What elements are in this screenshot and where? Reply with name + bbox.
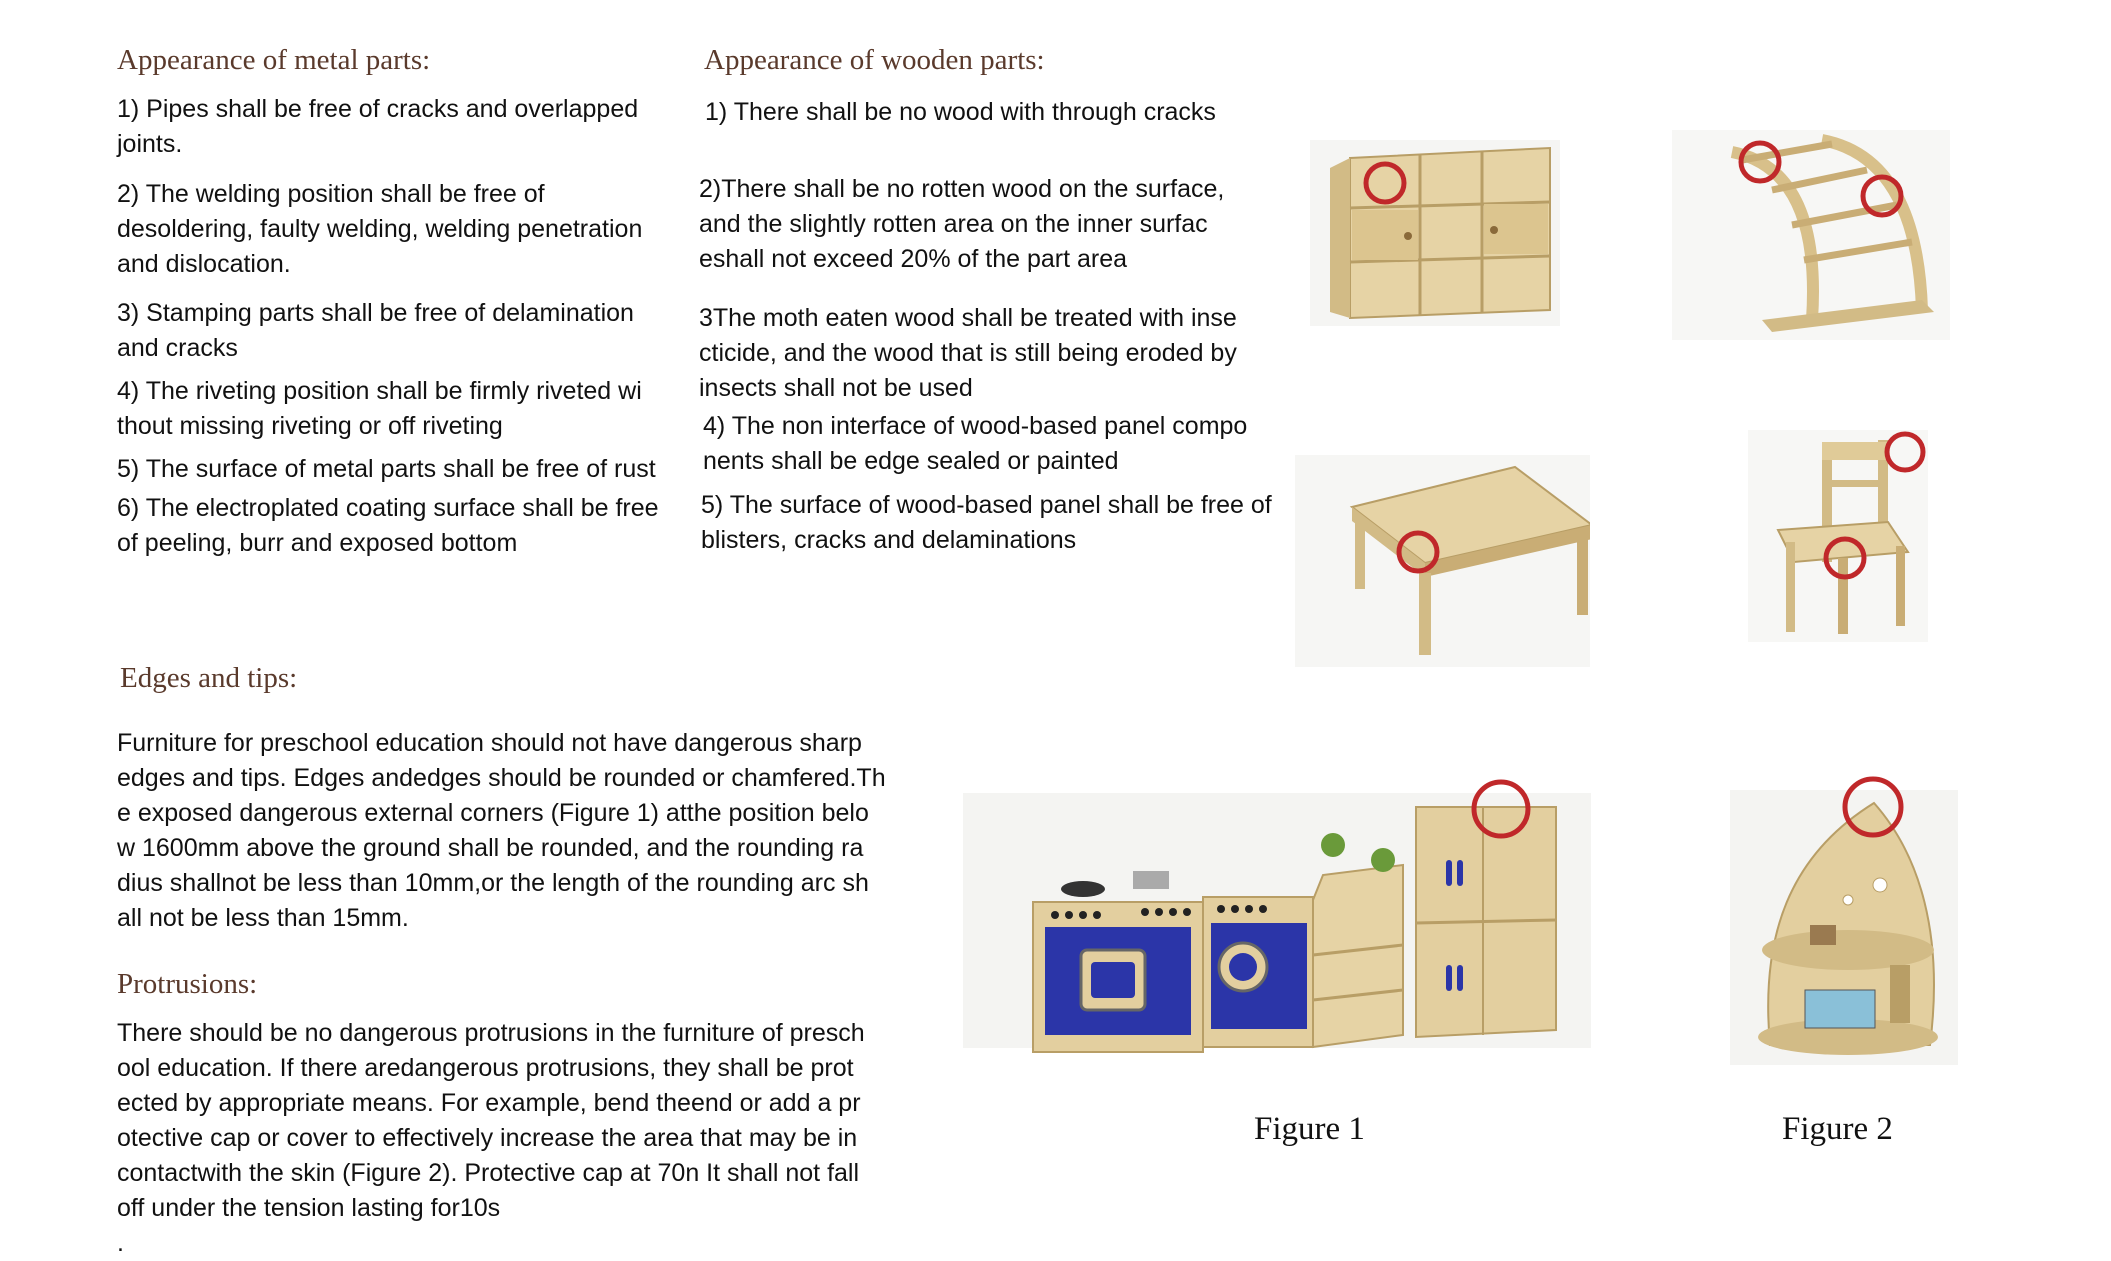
edges-paragraph: Furniture for preschool education should not have dangerous sharp edges and tips. Edges andedges should be rounded or chamfered.Th e exposed dangerous external corners (Figure 1) atthe position belo w 1600mm above the ground shall be rounded, and the rounding ra dius shallnot be less than 10mm,or the length of the rounding arc sh all not be less than 15mm. bbox=[117, 729, 886, 932]
protrusions-heading: Protrusions: bbox=[117, 968, 258, 1000]
metal-item-5: 5) The surface of metal parts shall be free of rust bbox=[117, 455, 656, 483]
wood-item-3: 3The moth eaten wood shall be treated with inse cticide, and the wood that is still being eroded by insects shall not be used bbox=[699, 304, 1237, 402]
table-image bbox=[1295, 455, 1590, 667]
figure2-caption: Figure 2 bbox=[1782, 1111, 1893, 1147]
metal-item-3: 3) Stamping parts shall be free of delamination and cracks bbox=[117, 299, 634, 362]
arched-rack-image bbox=[1672, 130, 1950, 340]
wood-heading: Appearance of wooden parts: bbox=[704, 44, 1045, 76]
shelf-cabinet-image bbox=[1310, 140, 1560, 326]
figure2-cone-shelf-image bbox=[1730, 775, 1958, 1065]
chair-image bbox=[1748, 430, 1928, 642]
wood-item-4: 4) The non interface of wood-based panel compo nents shall be edge sealed or painted bbox=[703, 412, 1248, 475]
metal-item-4: 4) The riveting position shall be firmly riveted wi thout missing riveting or off riveting bbox=[117, 377, 642, 440]
wood-item-1: 1) There shall be no wood with through cracks bbox=[705, 98, 1216, 126]
wood-item-2: 2)There shall be no rotten wood on the surface, and the slightly rotten area on the inner surfac eshall not exceed 20% of the part area bbox=[699, 175, 1225, 273]
metal-item-2: 2) The welding position shall be free of desoldering, faulty welding, welding penetration and dislocation. bbox=[117, 180, 643, 278]
metal-heading: Appearance of metal parts: bbox=[117, 44, 431, 76]
figure1-kitchen-set-image bbox=[963, 775, 1591, 1060]
metal-item-6: 6) The electroplated coating surface shall be free of peeling, burr and exposed bottom bbox=[117, 494, 659, 557]
wood-item-5: 5) The surface of wood-based panel shall be free of blisters, cracks and delaminations bbox=[701, 491, 1272, 554]
metal-item-1: 1) Pipes shall be free of cracks and overlapped joints. bbox=[117, 95, 639, 158]
edges-heading: Edges and tips: bbox=[120, 662, 298, 694]
figure1-caption: Figure 1 bbox=[1254, 1111, 1365, 1147]
protrusions-paragraph: There should be no dangerous protrusions in the furniture of presch ool education. If there aredangerous protrusions, they shall be prot ected by appropriate means. For example, bend theend or add a pr otective cap or cover to effectively increase the area that may be in contactwith the skin (Figure 2). Protective cap at 70n It shall not fall off under the tension lasting for10s . bbox=[117, 1019, 865, 1257]
